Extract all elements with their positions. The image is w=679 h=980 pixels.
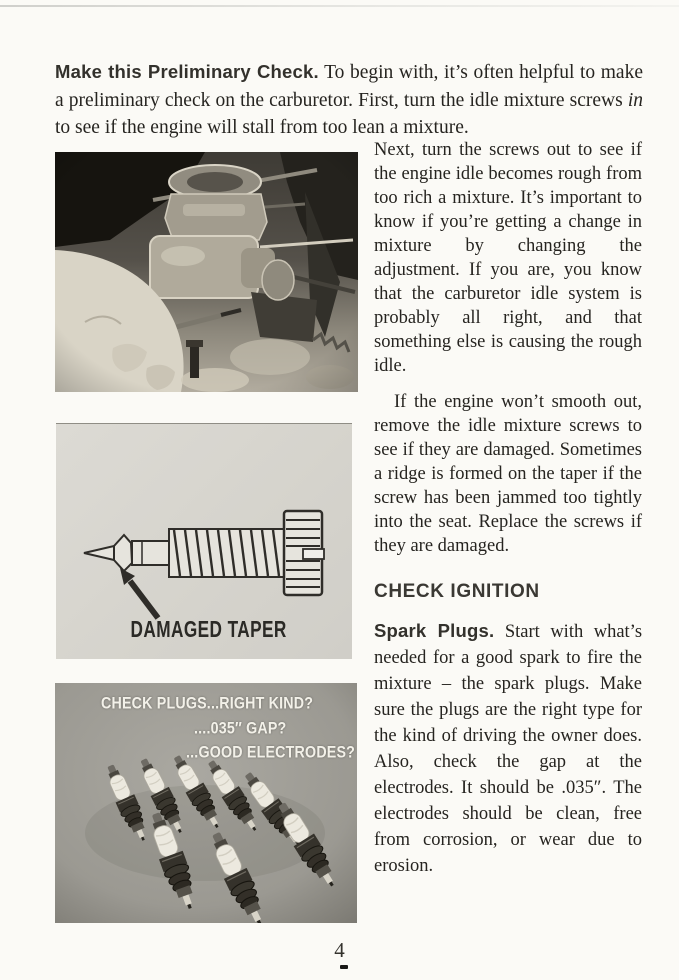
- paragraph-spark-plugs: [374, 618, 642, 879]
- right-text-column: [374, 138, 642, 891]
- plugs-caption-line3: ...GOOD ELECTRODES?: [186, 743, 356, 762]
- scan-edge-artifact: [0, 5, 679, 7]
- paragraph-idle-mixture: Next, turn the screws out to see if the engine idle becomes rough from too rich a mixture. It’s important to know if you’re getting a change in mixture by changing the adjustment. If you are, you know that the carburetor idle system is probably all right, and that something else is causing the rough idle.: [374, 140, 642, 376]
- carburetor-photo: [55, 152, 358, 392]
- intro-lead-heading: Make this Preliminary Check.: [55, 61, 319, 82]
- spark-plugs-lead: Spark Plugs.: [374, 620, 495, 641]
- section-heading-check-ignition: CHECK IGNITION: [374, 581, 540, 602]
- intro-text-end: to see if the engine will stall from too lean a mixture.: [55, 117, 469, 138]
- carburetor-photo-illustration: [55, 152, 358, 392]
- taper-diagram-label: DAMAGED TAPER: [130, 617, 287, 643]
- ink-speck-artifact: [340, 965, 348, 969]
- plugs-caption-line1: CHECK PLUGS...RIGHT KIND?: [101, 694, 314, 713]
- paragraph-damaged-screws: If the engine won’t smooth out, remove the idle mixture screws to see if they are damaged. Sometimes a ridge is formed on the taper if the screw has been jammed too tightly into the seat. Replace the screws if they are damaged.: [374, 392, 642, 556]
- intro-text: To begin with, it’s often helpful to make a preliminary check on the carburetor. First, turn the idle mixture screws: [55, 62, 643, 111]
- page-number: 4: [334, 938, 345, 962]
- spark-plugs-text: Start with what’s needed for a good spark to fire the mixture – the spark plugs. Make sure the plugs are the right type for the kind of driving the owner does. Also, check the gap at the electrodes. It should be .035″. The electrodes should be clean, free from corrosion, or wear due to erosion.: [374, 622, 643, 876]
- intro-italic-word: in: [627, 89, 643, 111]
- plugs-caption-line2: ....035″ GAP?: [194, 719, 287, 738]
- intro-paragraph: [55, 58, 643, 142]
- spark-plugs-photo: [55, 683, 357, 923]
- damaged-taper-figure: [56, 423, 352, 659]
